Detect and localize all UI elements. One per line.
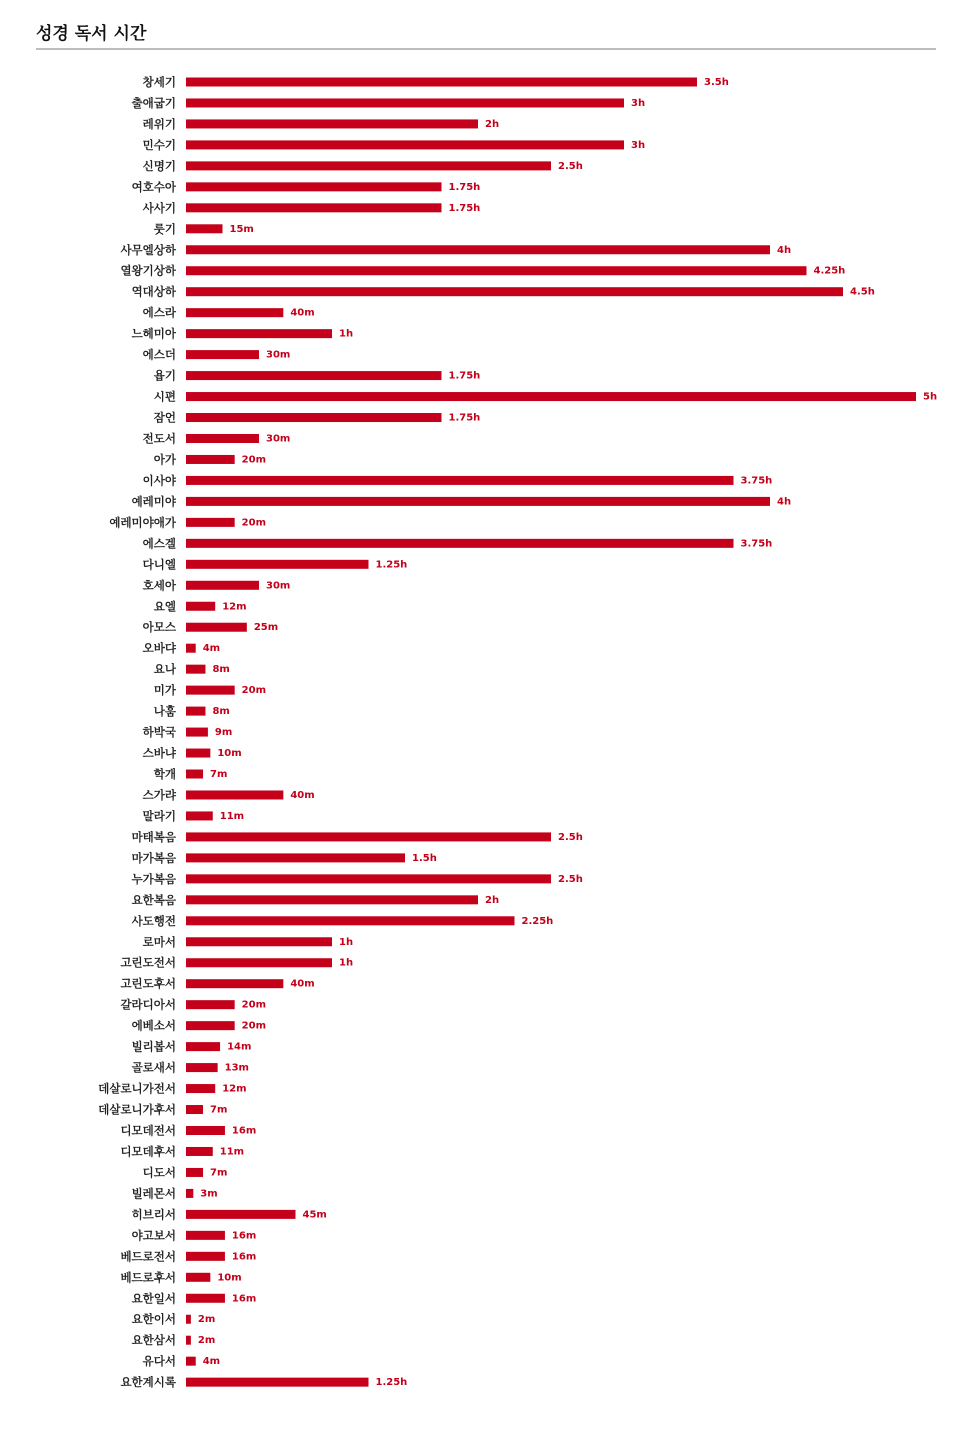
category-label: 베드로후서 <box>120 1270 176 1285</box>
bar <box>186 895 478 904</box>
bar-value-label: 10m <box>217 1272 242 1284</box>
category-label: 다니엘 <box>142 557 176 572</box>
bar-value-label: 1h <box>339 328 354 340</box>
bar <box>186 1189 193 1198</box>
bar-value-label: 2.25h <box>521 915 554 927</box>
category-label: 민수기 <box>142 137 176 152</box>
bar-value-label: 20m <box>241 517 267 529</box>
category-label: 사사기 <box>142 200 176 215</box>
category-label: 사무엘상하 <box>120 242 176 257</box>
bar <box>186 245 770 254</box>
bar <box>186 749 210 758</box>
bar-value-label: 11m <box>219 1146 245 1158</box>
bar <box>186 1021 235 1030</box>
bar-value-label: 9m <box>214 727 233 739</box>
category-label: 이사야 <box>142 473 176 488</box>
bar-value-label: 20m <box>241 454 267 466</box>
bar <box>186 413 442 422</box>
category-label: 말라기 <box>142 808 176 823</box>
bar-value-label: 16m <box>231 1293 257 1305</box>
category-label: 미가 <box>153 683 176 698</box>
category-label: 룻기 <box>153 221 176 236</box>
category-label: 빌리봅서 <box>131 1039 176 1054</box>
bar <box>186 1273 210 1282</box>
bar <box>186 665 205 674</box>
bar-value-label: 11m <box>219 810 245 822</box>
category-label: 골로새서 <box>131 1060 176 1075</box>
bar <box>186 1000 235 1009</box>
bar-value-label: 8m <box>212 706 230 718</box>
bar <box>186 392 916 401</box>
bar <box>186 686 235 695</box>
bar <box>186 707 205 716</box>
bar <box>186 811 213 820</box>
bar <box>186 119 478 128</box>
bar-value-label: 4m <box>202 1356 221 1368</box>
bar <box>186 853 405 862</box>
bar-value-label: 1.75h <box>448 181 481 193</box>
bar-value-label: 3h <box>631 139 646 151</box>
bar-value-label: 7m <box>210 1167 228 1179</box>
bar <box>186 958 332 967</box>
category-label: 디도서 <box>142 1165 176 1180</box>
bar <box>186 916 515 925</box>
bar-value-label: 7m <box>210 1104 228 1116</box>
bar-value-label: 40m <box>290 978 315 990</box>
category-label: 갈라디아서 <box>120 997 176 1012</box>
category-label: 데살로니가전서 <box>98 1081 176 1096</box>
bar <box>186 560 369 569</box>
category-label: 신명기 <box>142 158 176 173</box>
bar-value-label: 7m <box>210 769 228 781</box>
category-label: 누가복음 <box>131 871 176 886</box>
bar-value-label: 4.25h <box>813 265 846 277</box>
bar <box>186 371 442 380</box>
bar <box>186 1105 203 1114</box>
bar-value-label: 30m <box>266 349 291 361</box>
bar <box>186 78 697 87</box>
bar <box>186 937 332 946</box>
bar <box>186 182 442 191</box>
category-label: 욥기 <box>153 368 176 383</box>
chart-title: 성경 독서 시간 <box>36 24 147 44</box>
category-label: 고린도전서 <box>120 955 176 970</box>
bar <box>186 1315 191 1324</box>
bar-value-label: 4h <box>777 496 792 508</box>
bar-value-label: 25m <box>253 622 279 634</box>
bar <box>186 1126 225 1135</box>
bar <box>186 266 807 275</box>
bar <box>186 770 203 779</box>
bar-value-label: 12m <box>222 1083 247 1095</box>
category-label: 마태복음 <box>131 829 176 844</box>
bar <box>186 161 551 170</box>
category-label: 여호수아 <box>131 179 176 194</box>
category-label: 에스더 <box>142 347 176 362</box>
category-label: 에베소서 <box>131 1018 176 1033</box>
category-label: 시편 <box>153 389 176 404</box>
bar <box>186 476 734 485</box>
category-label: 사도행전 <box>131 913 176 928</box>
bar-value-label: 3.75h <box>740 538 773 550</box>
category-label: 요엘 <box>153 599 176 614</box>
category-label: 역대상하 <box>131 284 176 299</box>
bar-value-label: 1h <box>339 957 354 969</box>
bar <box>186 581 259 590</box>
bar-value-label: 13m <box>224 1062 249 1074</box>
category-label: 학개 <box>153 767 176 782</box>
category-label: 아모스 <box>142 620 176 635</box>
bar-value-label: 45m <box>302 1209 327 1221</box>
category-label: 레위기 <box>142 116 176 131</box>
category-label: 에스라 <box>142 305 176 320</box>
bar <box>186 1378 369 1387</box>
bar-value-label: 40m <box>290 789 315 801</box>
bar <box>186 1252 225 1261</box>
category-label: 고린도후서 <box>120 976 176 991</box>
bar <box>186 623 247 632</box>
category-label: 유다서 <box>142 1354 176 1369</box>
bar-value-label: 2.5h <box>558 160 583 172</box>
bar <box>186 1063 218 1072</box>
category-label: 요한삼서 <box>131 1333 176 1348</box>
bar-value-label: 12m <box>222 601 247 613</box>
bar-value-label: 1.75h <box>448 412 481 424</box>
bar <box>186 350 259 359</box>
category-label: 출애굽기 <box>131 95 176 110</box>
category-label: 요한계시록 <box>120 1375 176 1390</box>
bar-value-label: 2.5h <box>558 831 583 843</box>
bar <box>186 497 770 506</box>
bar-value-label: 2.5h <box>558 873 583 885</box>
category-label: 데살로니가후서 <box>98 1102 176 1117</box>
bar-value-label: 1.75h <box>448 202 481 214</box>
bar-value-label: 16m <box>231 1251 257 1263</box>
category-label: 디모데전서 <box>120 1123 176 1138</box>
category-label: 잠언 <box>153 410 176 425</box>
bar <box>186 1042 220 1051</box>
bar <box>186 203 442 212</box>
category-label: 오바댜 <box>142 641 176 656</box>
bar-value-label: 30m <box>266 433 291 445</box>
bar <box>186 539 734 548</box>
category-label: 로마서 <box>142 934 176 949</box>
bar-value-label: 14m <box>227 1041 252 1053</box>
bar <box>186 644 196 653</box>
category-label: 느헤미아 <box>131 326 176 341</box>
category-label: 요나 <box>153 662 176 677</box>
bar-value-label: 16m <box>231 1125 257 1137</box>
category-label: 전도서 <box>142 431 176 446</box>
bar-value-label: 1.5h <box>412 852 437 864</box>
bar <box>186 329 332 338</box>
category-label: 요한일서 <box>131 1291 176 1306</box>
category-label: 스가랴 <box>142 787 176 802</box>
bar <box>186 455 235 464</box>
category-label: 예레미야애가 <box>109 515 176 530</box>
bar <box>186 1336 191 1345</box>
bar <box>186 832 551 841</box>
category-label: 야고보서 <box>131 1228 176 1243</box>
bar-value-label: 4.5h <box>850 286 875 298</box>
bar <box>186 1084 215 1093</box>
category-label: 요한복음 <box>131 892 176 907</box>
bar-value-label: 20m <box>241 1020 267 1032</box>
bar-value-label: 1.25h <box>375 559 408 571</box>
bar-value-label: 10m <box>217 748 242 760</box>
category-label: 예레미야 <box>131 494 176 509</box>
bar-value-label: 2m <box>197 1314 216 1326</box>
bar <box>186 1210 296 1219</box>
category-label: 마가복음 <box>131 850 176 865</box>
bar-value-label: 3m <box>200 1188 218 1200</box>
bar-value-label: 2h <box>485 118 500 130</box>
category-label: 요한이서 <box>131 1312 176 1327</box>
bar-value-label: 3.5h <box>704 77 729 88</box>
category-label: 나훔 <box>153 704 176 719</box>
category-label: 스바냐 <box>142 746 176 761</box>
bar-value-label: 20m <box>241 999 267 1011</box>
bar <box>186 1294 225 1303</box>
bar-value-label: 5h <box>923 391 938 403</box>
bar <box>186 790 283 799</box>
category-label: 창세기 <box>142 75 176 89</box>
bar-value-label: 1.25h <box>375 1377 408 1389</box>
category-label: 히브리서 <box>131 1207 176 1222</box>
bar-value-label: 16m <box>231 1230 257 1242</box>
bar <box>186 1147 213 1156</box>
bar <box>186 140 624 149</box>
bar-value-label: 3h <box>631 97 646 109</box>
bar <box>186 1357 196 1366</box>
category-label: 베드로전서 <box>120 1249 176 1264</box>
bar <box>186 98 624 107</box>
bar <box>186 287 843 296</box>
bar-value-label: 1.75h <box>448 370 481 382</box>
bar-value-label: 8m <box>212 664 230 676</box>
bar <box>186 602 215 611</box>
category-label: 빌레몬서 <box>131 1186 176 1201</box>
category-label: 아가 <box>153 452 176 467</box>
bar-value-label: 20m <box>241 685 267 697</box>
bar-value-label: 15m <box>229 223 254 235</box>
bar-value-label: 2h <box>485 894 500 906</box>
bar <box>186 728 208 737</box>
bar-value-label: 3.75h <box>740 475 773 487</box>
bar <box>186 874 551 883</box>
category-label: 호세아 <box>142 578 176 593</box>
bar <box>186 308 283 317</box>
category-label: 하박국 <box>142 725 176 740</box>
bar <box>186 979 283 988</box>
bar <box>186 1168 203 1177</box>
bar <box>186 434 259 443</box>
category-label: 열왕기상하 <box>120 263 176 278</box>
bar-value-label: 4m <box>202 643 221 655</box>
category-label: 디모데후서 <box>120 1144 176 1159</box>
bar-value-label: 4h <box>777 244 792 256</box>
bar-value-label: 30m <box>266 580 291 592</box>
bar <box>186 518 235 527</box>
bar-value-label: 1h <box>339 936 354 948</box>
bar-value-label: 2m <box>197 1335 216 1347</box>
bar <box>186 1231 225 1240</box>
category-label: 에스겔 <box>142 536 176 551</box>
bar <box>186 224 223 233</box>
bar-value-label: 40m <box>290 307 315 319</box>
